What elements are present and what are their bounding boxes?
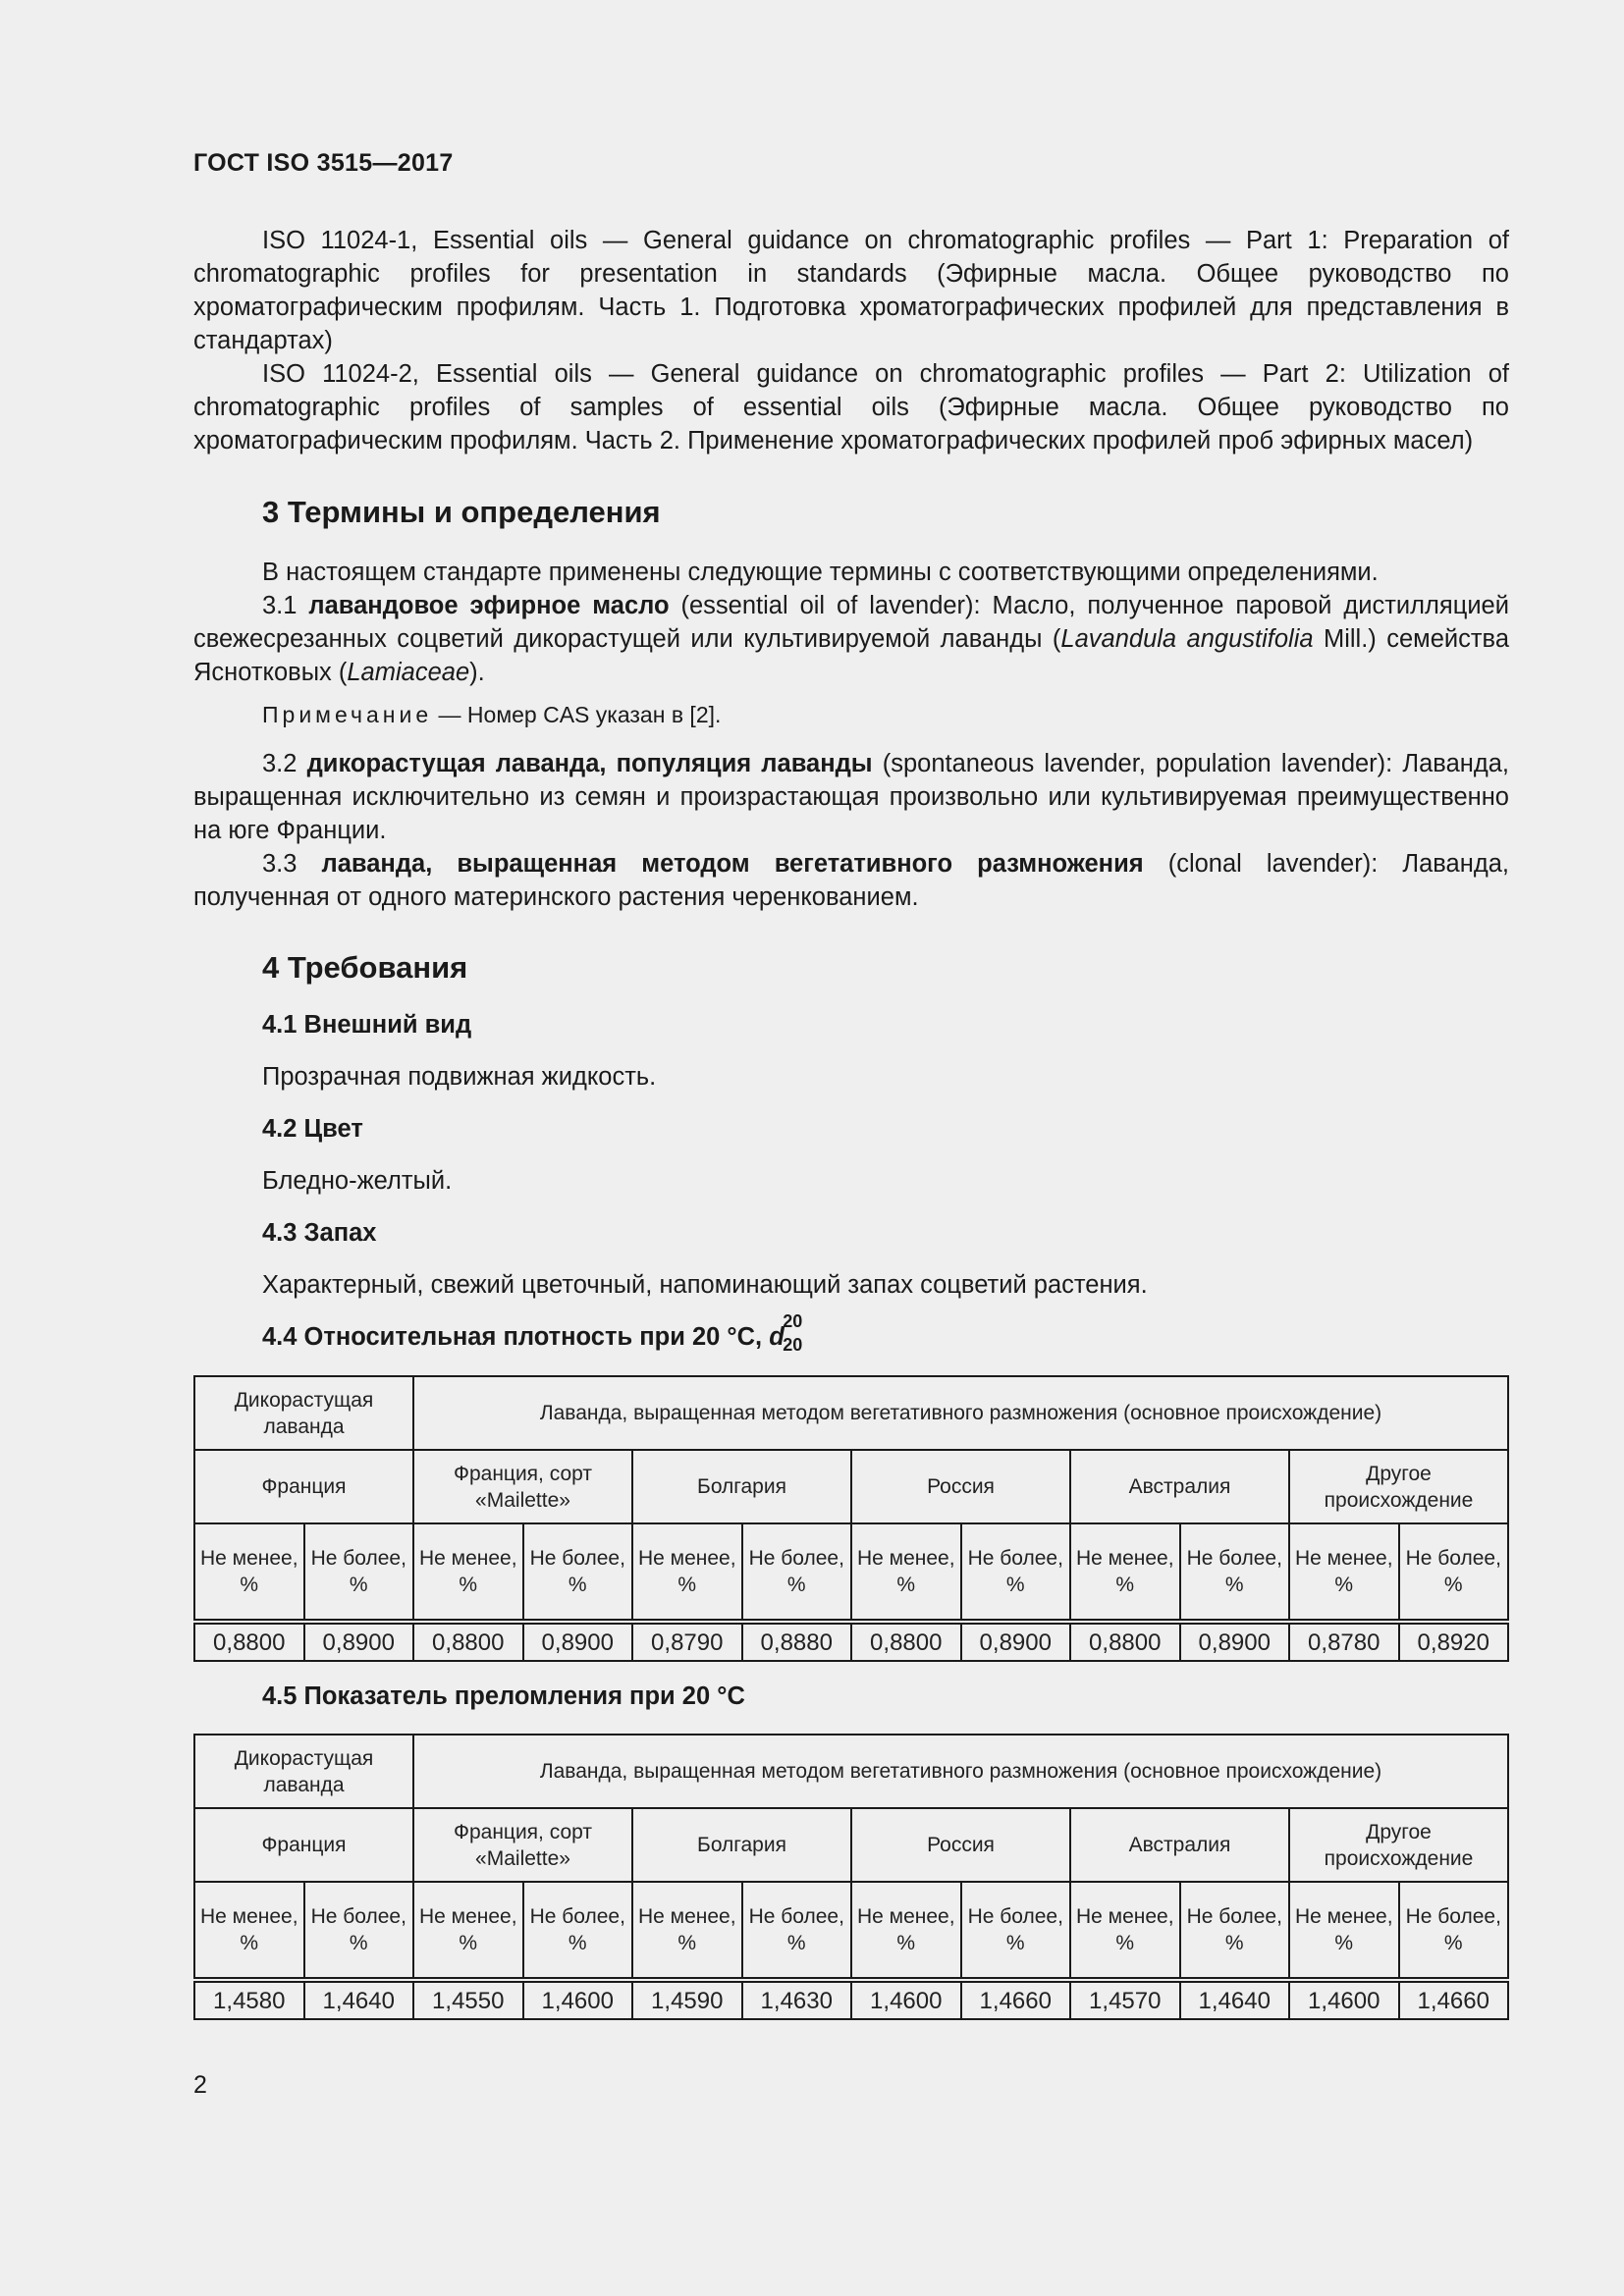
section-3-heading: 3 Термины и определения — [262, 495, 661, 529]
density-header-max: Не более, % — [1399, 1523, 1509, 1622]
term-3-2: 3.2 дикорастущая лаванда, популяция лаванды (spontaneous lavender, population lavender): Лаванда, выращенная исключительно из семян и произрастающая произвольно или культивируемая преимущественно на юге Франции. — [193, 750, 1509, 844]
section-3-body — [193, 556, 1509, 689]
density-header-max: Не более, % — [742, 1523, 852, 1622]
refraction-value-cell: 1,4630 — [742, 1980, 852, 2019]
refraction-header-region: Франция — [194, 1808, 413, 1882]
term-3-2-name: дикорастущая лаванда, популяция лаванды — [306, 750, 873, 777]
terms-3-2-3-3 — [193, 747, 1509, 914]
density-symbol: d 20 20 — [769, 1311, 803, 1355]
density-header-max: Не более, % — [961, 1523, 1071, 1622]
refraction-value-cell: 1,4660 — [1399, 1980, 1509, 2019]
document-page — [193, 0, 1509, 2296]
refraction-header-region: Болгария — [632, 1808, 851, 1882]
density-value-cell: 0,8780 — [1289, 1622, 1399, 1661]
density-header-region: Другое происхождение — [1289, 1450, 1508, 1523]
term-3-1: 3.1 лавандовое эфирное масло (essential oil of lavender): Масло, полученное паровой дистилляцией свежесрезанных соцветий дикорастущей или культивируемой лаванды (Lavandula angustifolia Mill.) семейства Яснотковых (Lamiaceae). — [193, 592, 1509, 686]
refraction-header-max: Не более, % — [304, 1882, 414, 1980]
density-header-region: Болгария — [632, 1450, 851, 1523]
refraction-value-cell: 1,4660 — [961, 1980, 1071, 2019]
document-code: ГОСТ ISO 3515—2017 — [193, 149, 454, 177]
note-text: — Номер CAS указан в [2]. — [432, 702, 722, 727]
refraction-header-min: Не менее, % — [851, 1882, 961, 1980]
section-4-1-text: Прозрачная подвижная жидкость. — [262, 1063, 657, 1091]
term-3-1-name: лавандовое эфирное масло — [308, 592, 670, 619]
density-header-min: Не менее, % — [632, 1523, 742, 1622]
refraction-value-cell: 1,4550 — [413, 1980, 523, 2019]
refraction-header-max: Не более, % — [1399, 1882, 1509, 1980]
refraction-header-region: Австралия — [1070, 1808, 1289, 1882]
density-header-min: Не менее, % — [1289, 1523, 1399, 1622]
refraction-header-min: Не менее, % — [413, 1882, 523, 1980]
section-4-1-heading: 4.1 Внешний вид — [262, 1011, 472, 1039]
density-header-max: Не более, % — [523, 1523, 633, 1622]
section-4-heading: 4 Требования — [262, 950, 468, 985]
refraction-value-cell: 1,4580 — [194, 1980, 304, 2019]
term-3-3-name: лаванда, выращенная методом вегетативного размножения — [321, 850, 1144, 878]
density-value-cell: 0,8800 — [194, 1622, 304, 1661]
refraction-header-region: Другое происхождение — [1289, 1808, 1508, 1882]
density-header-max: Не более, % — [304, 1523, 414, 1622]
density-value-cell: 0,8800 — [1070, 1622, 1180, 1661]
density-header-clonal: Лаванда, выращенная методом вегетативного размножения (основное происхождение) — [413, 1376, 1508, 1450]
density-value-cell: 0,8800 — [413, 1622, 523, 1661]
term-3-1-note — [193, 700, 1509, 729]
density-value-cell: 0,8900 — [304, 1622, 414, 1661]
refraction-header-max: Не более, % — [523, 1882, 633, 1980]
reference-iso-11024-2: ISO 11024-2, Essential oils — General guidance on chromatographic profiles — Part 2: Utilization of chromatographic profiles of samples of essential oils (Эфирные масла. Общее руководство по хроматографическим профилям. Часть 2. Применение хроматографических профилей проб эфирных масел) — [193, 360, 1509, 454]
density-table — [193, 1375, 1509, 1662]
density-header-region: Франция, сорт «Mailette» — [413, 1450, 632, 1523]
density-value-cell: 0,8920 — [1399, 1622, 1509, 1661]
density-value-cell: 0,8800 — [851, 1622, 961, 1661]
refraction-header-max: Не более, % — [1180, 1882, 1290, 1980]
refraction-header-min: Не менее, % — [194, 1882, 304, 1980]
density-value-cell: 0,8900 — [961, 1622, 1071, 1661]
density-header-region: Россия — [851, 1450, 1070, 1523]
density-value-cell: 0,8790 — [632, 1622, 742, 1661]
refraction-value-cell: 1,4600 — [851, 1980, 961, 2019]
section-4-3-heading: 4.3 Запах — [262, 1219, 377, 1247]
refraction-header-region: Франция, сорт «Mailette» — [413, 1808, 632, 1882]
density-header-region: Австралия — [1070, 1450, 1289, 1523]
density-value-cell: 0,8900 — [1180, 1622, 1290, 1661]
density-header-min: Не менее, % — [1070, 1523, 1180, 1622]
density-header-max: Не более, % — [1180, 1523, 1290, 1622]
density-header-min: Не менее, % — [851, 1523, 961, 1622]
section-4-2-heading: 4.2 Цвет — [262, 1115, 363, 1143]
refraction-value-cell: 1,4590 — [632, 1980, 742, 2019]
refraction-value-cell: 1,4640 — [1180, 1980, 1290, 2019]
density-value-cell: 0,8900 — [523, 1622, 633, 1661]
refraction-value-cell: 1,4600 — [523, 1980, 633, 2019]
term-3-3: 3.3 лаванда, выращенная методом вегетативного размножения (clonal lavender): Лаванда, полученная от одного материнского растения черенкованием. — [193, 850, 1509, 911]
density-header-min: Не менее, % — [194, 1523, 304, 1622]
density-header-min: Не менее, % — [413, 1523, 523, 1622]
refraction-header-region: Россия — [851, 1808, 1070, 1882]
note-label: Примечание — [262, 702, 433, 727]
section-4-5-heading: 4.5 Показатель преломления при 20 °С — [262, 1682, 745, 1710]
section-4-2-text: Бледно-желтый. — [262, 1167, 453, 1195]
refraction-value-cell: 1,4570 — [1070, 1980, 1180, 2019]
reference-iso-11024-1: ISO 11024-1, Essential oils — General guidance on chromatographic profiles — Part 1: Preparation of chromatographic profiles for presentation in standards (Эфирные масла. Общее руководство по хроматографическим профилям. Часть 1. Подготовка хроматографических профилей для представления в стандартах) — [193, 227, 1509, 354]
refraction-index-table — [193, 1734, 1509, 2020]
refraction-header-max: Не более, % — [742, 1882, 852, 1980]
density-value-cell: 0,8880 — [742, 1622, 852, 1661]
refraction-value-cell: 1,4600 — [1289, 1980, 1399, 2019]
refraction-header-min: Не менее, % — [1070, 1882, 1180, 1980]
page-number: 2 — [193, 2071, 207, 2099]
refraction-value-cell: 1,4640 — [304, 1980, 414, 2019]
refraction-header-wild: Дикорастущая лаванда — [194, 1735, 413, 1808]
refraction-header-min: Не менее, % — [1289, 1882, 1399, 1980]
refraction-header-max: Не более, % — [961, 1882, 1071, 1980]
density-header-wild: Дикорастущая лаванда — [194, 1376, 413, 1450]
refraction-header-clonal: Лаванда, выращенная методом вегетативного размножения (основное происхождение) — [413, 1735, 1508, 1808]
section-3-intro: В настоящем стандарте применены следующие термины с соответствующими определениями. — [262, 559, 1379, 586]
section-4-4-heading: 4.4 Относительная плотность при 20 °С, d 20 20 — [262, 1311, 803, 1355]
refraction-header-min: Не менее, % — [632, 1882, 742, 1980]
normative-references — [193, 224, 1509, 457]
section-4-3-text: Характерный, свежий цветочный, напоминающий запах соцветий растения. — [262, 1271, 1148, 1299]
density-header-region: Франция — [194, 1450, 413, 1523]
